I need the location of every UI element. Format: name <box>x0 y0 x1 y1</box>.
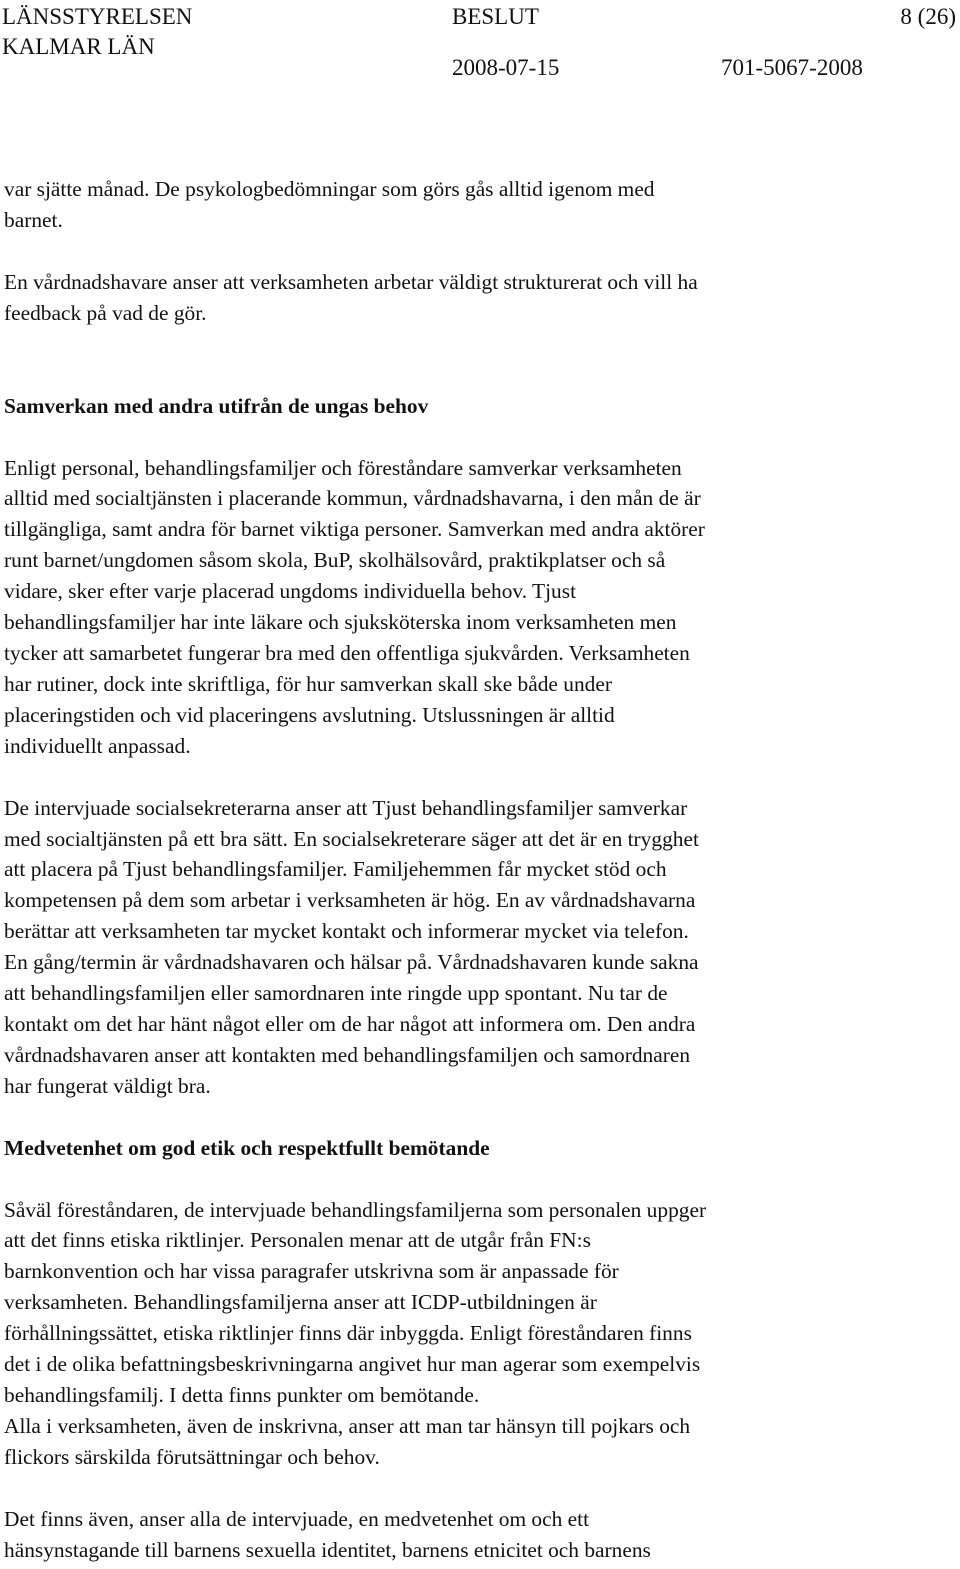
text-line: vårdnadshavaren anser att kontakten med behandlingsfamiljen och samordnaren <box>4 1042 691 1067</box>
text-line: Såväl föreståndaren, de intervjuade behandlingsfamiljerna som personalen uppger <box>4 1197 707 1222</box>
text-line: tillgängliga, samt andra för barnet viktiga personer. Samverkan med andra aktörer <box>4 517 705 542</box>
section-heading: Samverkan med andra utifrån de ungas behov <box>4 393 429 418</box>
text-line: har rutiner, dock inte skriftliga, för hur samverkan skall ske både under <box>4 671 612 696</box>
text-line: verksamheten. Behandlingsfamiljerna anser att ICDP-utbildningen är <box>4 1290 597 1315</box>
org-county: KALMAR LÄN <box>2 34 155 59</box>
text-line: behandlingsfamiljer har inte läkare och sjuksköterska inom verksamheten men <box>4 610 677 635</box>
section-heading: Medvetenhet om god etik och respektfullt bemötande <box>4 1135 490 1160</box>
text-line: tycker att samarbetet fungerar bra med den offentliga sjukvården. Verksamheten <box>4 640 690 665</box>
text-line: De intervjuade socialsekreterarna anser att Tjust behandlingsfamiljer samverkar <box>4 795 688 820</box>
text-line: placeringstiden och vid placeringens avslutning. Utslussningen är alltid <box>4 702 615 727</box>
text-line: vidare, sker efter varje placerad ungdoms individuella behov. Tjust <box>4 579 577 604</box>
text-line: att placera på Tjust behandlingsfamiljer. Familjehemmen får mycket stöd och <box>4 857 667 882</box>
text-line: individuellt anpassad. <box>4 733 191 758</box>
paragraph <box>4 1195 954 1473</box>
paragraph <box>4 453 954 762</box>
text-line: Enligt personal, behandlingsfamiljer och föreståndare samverkar verksamheten <box>4 455 682 480</box>
text-line: var sjätte månad. De psykologbedömningar som görs gås alltid igenom med <box>4 177 655 201</box>
text-line: alltid med socialtjänsten i placerande kommun, vårdnadshavarna, i den mån de är <box>4 486 701 511</box>
document-date: 2008-07-15 <box>452 55 560 80</box>
text-line: barnkonvention och har vissa paragrafer utskrivna som är anpassade för <box>4 1259 619 1284</box>
org-name: LÄNSSTYRELSEN <box>2 4 193 29</box>
text-line: barnet. <box>4 207 63 232</box>
page-number: 8 (26) <box>900 4 956 29</box>
text-line: En vårdnadshavare anser att verksamheten arbetar väldigt strukturerat och vill ha <box>4 269 698 294</box>
document-body <box>4 174 954 1566</box>
text-line: kompetensen på dem som arbetar i verksamheten är hög. En av vårdnadshavarna <box>4 888 696 913</box>
text-line: det i de olika befattningsbeskrivningarna angivet hur man agerar som exempelvis <box>4 1352 701 1377</box>
text-line: runt barnet/ungdomen såsom skola, BuP, skolhälsovård, praktikplatser och så <box>4 548 666 573</box>
text-line: feedback på vad de gör. <box>4 300 207 325</box>
document-type: BESLUT <box>452 4 539 29</box>
text-line: kontakt om det har hänt något eller om de har något att informera om. Den andra <box>4 1011 696 1036</box>
text-line: att det finns etiska riktlinjer. Personalen menar att de utgår från FN:s <box>4 1228 591 1253</box>
text-line: behandlingsfamilj. I detta finns punkter om bemötande. <box>4 1383 480 1407</box>
text-line: hänsynstagande till barnens sexuella identitet, barnens etnicitet och barnens <box>4 1537 651 1562</box>
text-line: Alla i verksamheten, även de inskrivna, anser att man tar hänsyn till pojkars och <box>4 1413 691 1438</box>
text-line: förhållningssättet, etiska riktlinjer finns där inbyggda. Enligt föreståndaren finns <box>4 1321 692 1346</box>
paragraph <box>4 793 954 1102</box>
text-line: berättar att verksamheten tar mycket kontakt och informerar mycket via telefon. <box>4 919 689 944</box>
paragraph <box>4 267 954 329</box>
text-line: Det finns även, anser alla de intervjuade, en medvetenhet om och ett <box>4 1506 590 1531</box>
text-line: En gång/termin är vårdnadshavaren och hälsar på. Vårdnadshavaren kunde sakna <box>4 950 699 975</box>
case-number: 701-5067-2008 <box>721 55 863 80</box>
paragraph <box>4 1504 954 1566</box>
text-line: flickors särskilda förutsättningar och behov. <box>4 1444 380 1469</box>
text-line: att behandlingsfamiljen eller samordnaren inte ringde upp spontant. Nu tar de <box>4 981 668 1006</box>
text-line: har fungerat väldigt bra. <box>4 1073 211 1098</box>
paragraph <box>4 174 954 236</box>
text-line: med socialtjänsten på ett bra sätt. En socialsekreterare säger att det är en trygghet <box>4 826 699 851</box>
